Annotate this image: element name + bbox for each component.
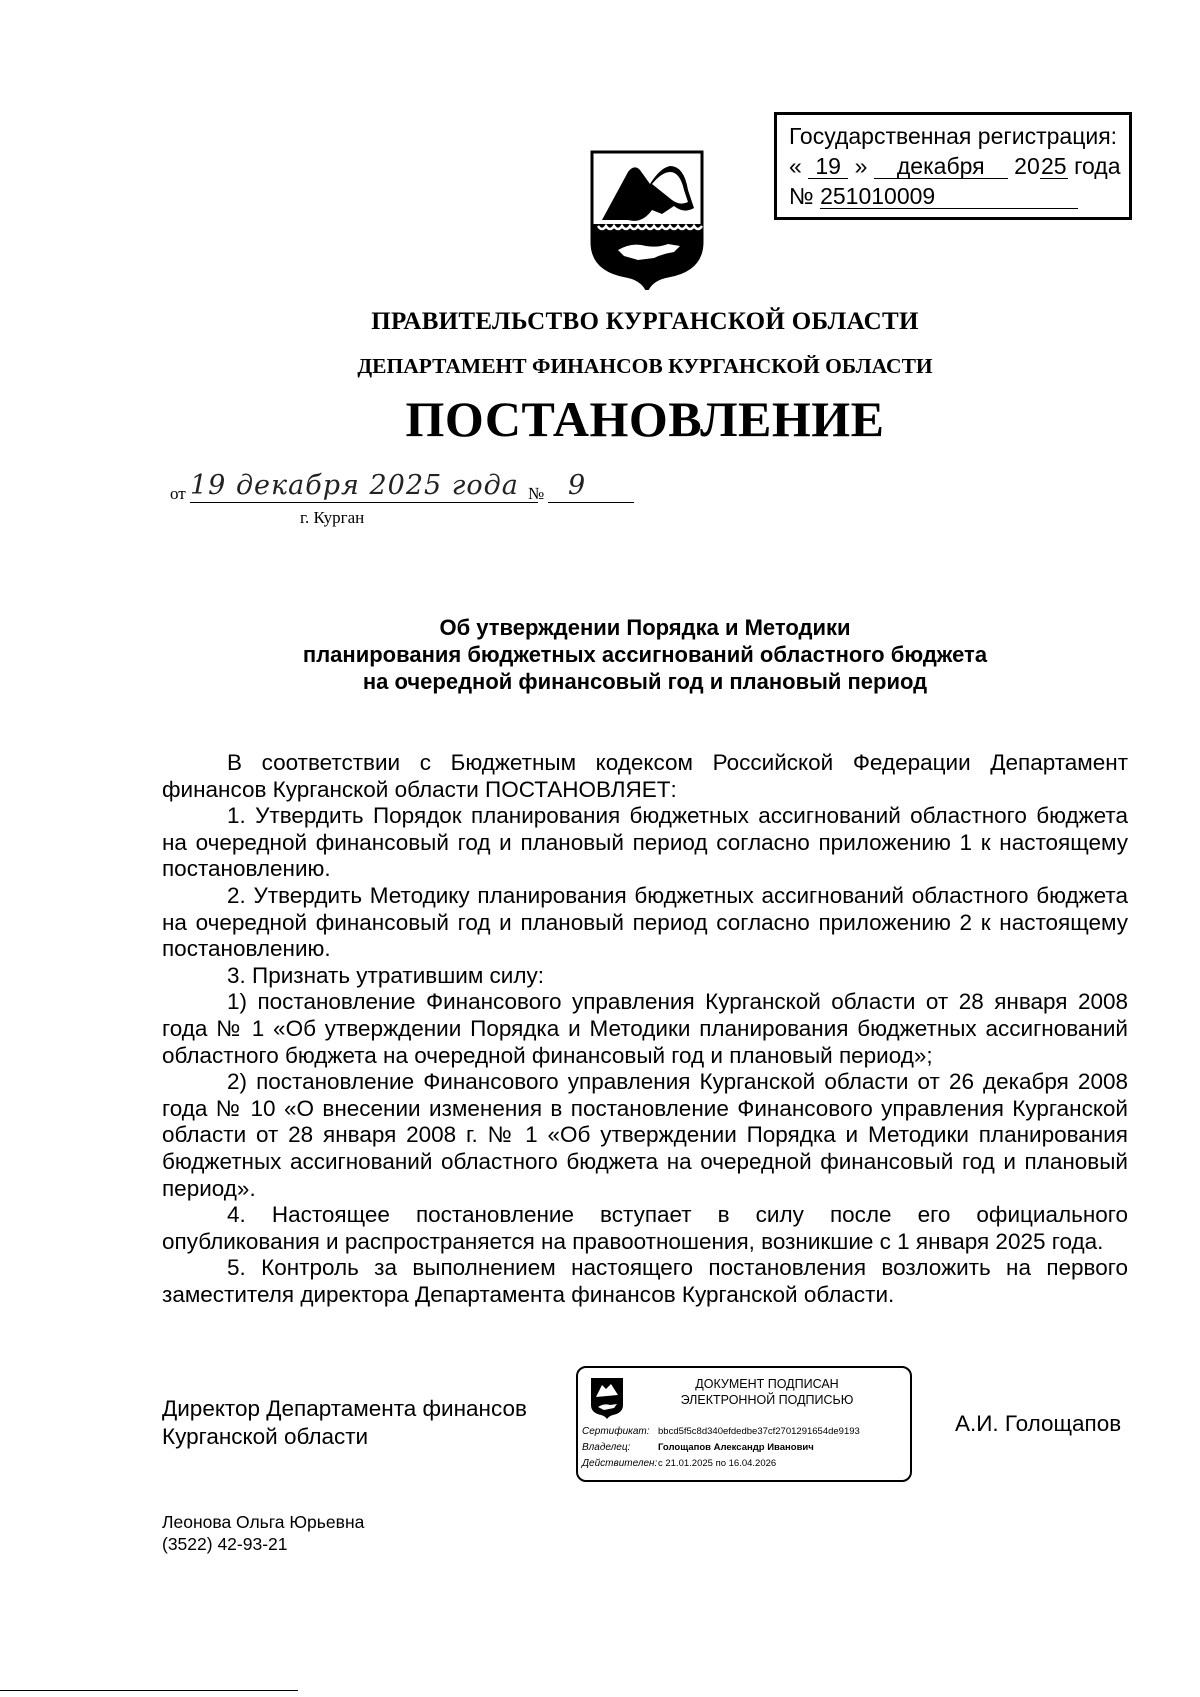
- registration-day: 19: [808, 154, 848, 179]
- stamp-title-line: ЭЛЕКТРОННОЙ ПОДПИСЬЮ: [680, 1393, 854, 1407]
- executor-phone: (3522) 42-93-21: [162, 1534, 288, 1554]
- number-label: №: [528, 484, 545, 503]
- open-quote: «: [789, 153, 802, 179]
- number-sign: №: [789, 183, 814, 209]
- position-line: Директор Департамента финансов: [162, 1396, 527, 1421]
- registration-year-suffix: 25: [1040, 153, 1067, 179]
- registration-year-word: года: [1074, 153, 1121, 179]
- owner-label: Владелец:: [582, 1442, 631, 1453]
- stamp-validity: [582, 1458, 776, 1469]
- subject-line: на очередной финансовый год и плановый период: [362, 669, 928, 694]
- executor-info: [162, 1511, 364, 1555]
- clause-3-item-2: 2) постановление Финансового управления Курганской области от 26 декабря 2008 года № 10 «О внесении изменения в постановление Финансового управления Курганской области от 28 января 2008 г. № 1 «Об утверждении Порядка и Методики планирования бюджетных ассигнований областного бюджета на очередной финансовый год и плановый период».: [162, 1069, 1128, 1201]
- clause-3: 3. Признать утратившим силу:: [227, 962, 545, 988]
- footer-divider: [0, 1690, 298, 1691]
- position-line: Курганской области: [162, 1424, 369, 1449]
- executor-name: Леонова Ольга Юрьевна: [162, 1512, 365, 1532]
- stamp-title: [634, 1376, 900, 1408]
- document-type-heading: ПОСТАНОВЛЕНИЕ: [405, 391, 885, 447]
- handwritten-number: 9: [548, 470, 634, 503]
- subject-line: планирования бюджетных ассигнований областного бюджета: [302, 642, 988, 667]
- clause-3-item-1: 1) постановление Финансового управления Курганской области от 28 января 2008 года № 1 «Об утверждении Порядка и Методики планирования бюджетных ассигнований областного бюджета на очередной финансовый год и плановый период»;: [162, 989, 1128, 1068]
- document-body: [162, 750, 1128, 1308]
- registration-title: Государственная регистрация:: [789, 123, 1118, 149]
- registration-number-line: [789, 181, 1119, 211]
- e-signature-stamp: [576, 1366, 912, 1482]
- registration-year-prefix: 20: [1014, 153, 1040, 179]
- coat-of-arms-icon: [588, 150, 706, 290]
- preamble-paragraph: В соответствии с Бюджетным кодексом Российской Федерации Департамент финансов Курганской области ПОСТАНОВЛЯЕТ:: [162, 750, 1128, 802]
- clause-1: 1. Утвердить Порядок планирования бюджетных ассигнований областного бюджета на очередной финансовый год и плановый период согласно приложению 1 к настоящему постановлению.: [162, 803, 1128, 882]
- registration-number: 251010009: [820, 184, 1078, 209]
- certificate-value: bbcd5f5c8d340efdedbe37cf2701291654de9193: [658, 1426, 860, 1437]
- subject-title: [0, 614, 1200, 695]
- registration-date: [789, 151, 1119, 181]
- department-heading: ДЕПАРТАМЕНТ ФИНАНСОВ КУРГАНСКОЙ ОБЛАСТИ: [357, 354, 933, 378]
- clause-5: 5. Контроль за выполнением настоящего постановления возложить на первого заместителя директора Департамента финансов Курганской области.: [162, 1255, 1128, 1307]
- date-line: [170, 470, 650, 530]
- owner-value: Голощапов Александр Иванович: [658, 1442, 814, 1453]
- validity-value: с 21.01.2025 по 16.04.2026: [658, 1458, 777, 1469]
- signatory-position: [162, 1395, 527, 1451]
- registration-box: [774, 112, 1132, 220]
- stamp-title-line: ДОКУМЕНТ ПОДПИСАН: [695, 1377, 839, 1391]
- signatory-name: А.И. Голощапов: [955, 1411, 1122, 1436]
- validity-label: Действителен:: [582, 1458, 658, 1469]
- government-heading: ПРАВИТЕЛЬСТВО КУРГАНСКОЙ ОБЛАСТИ: [371, 308, 919, 335]
- coat-of-arms-icon: [590, 1377, 624, 1419]
- close-quote: »: [854, 153, 868, 179]
- registration-month: декабря: [874, 154, 1008, 179]
- certificate-label: Сертификат:: [582, 1426, 650, 1437]
- clause-2: 2. Утвердить Методику планирования бюджетных ассигнований областного бюджета на очередной финансовый год и плановый период согласно приложению 2 к настоящему постановлению.: [162, 882, 1128, 962]
- stamp-owner: [582, 1442, 814, 1453]
- clause-4: 4. Настоящее постановление вступает в силу после его официального опубликования и распространяется на правоотношения, возникшие с 1 января 2025 года.: [162, 1202, 1128, 1254]
- city: г. Курган: [300, 508, 365, 527]
- from-label: от: [170, 484, 186, 503]
- subject-line: Об утверждении Порядка и Методики: [439, 615, 851, 640]
- stamp-certificate: [582, 1426, 860, 1437]
- handwritten-date: 19 декабря 2025 года: [190, 470, 538, 503]
